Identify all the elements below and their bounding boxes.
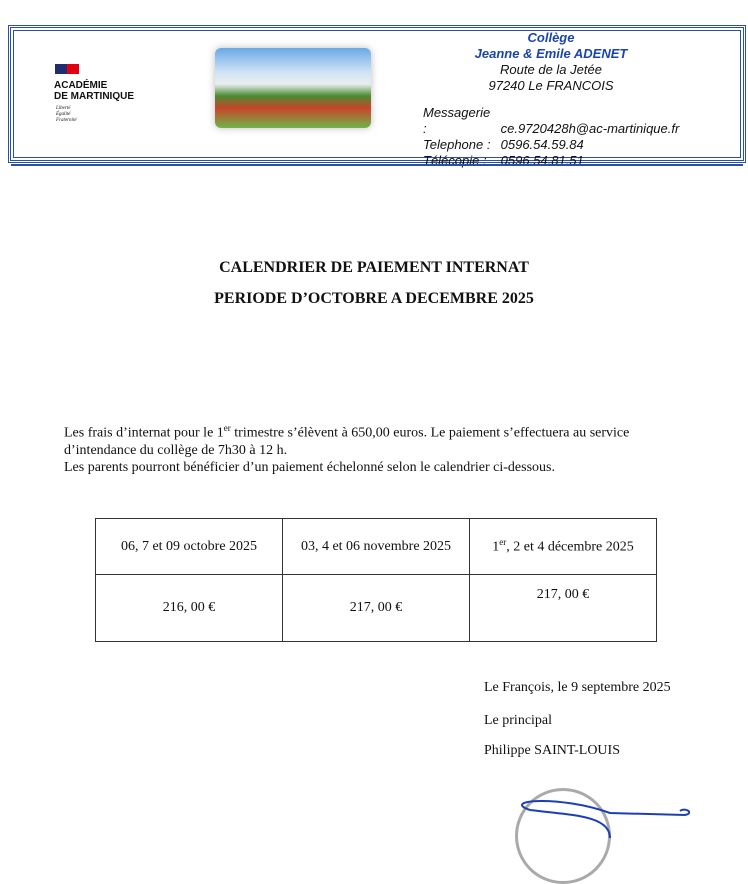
signature-scribble — [500, 795, 690, 838]
amount-cell: 217, 00 € — [283, 575, 470, 642]
college-photo — [215, 48, 371, 128]
date-cell: 06, 7 et 09 octobre 2025 — [96, 519, 283, 575]
letterhead — [8, 25, 746, 168]
payment-table — [95, 518, 657, 642]
republic-logo-icon — [55, 64, 79, 74]
subtitle: PERIODE D’OCTOBRE A DECEMBRE 2025 — [214, 290, 534, 307]
title: CALENDRIER DE PAIEMENT INTERNAT — [219, 259, 529, 276]
date-cell: 1er, 2 et 4 décembre 2025 — [470, 519, 657, 575]
amount-cell: 216, 00 € — [96, 575, 283, 642]
contact-info: Messagerie : ce.9720428h@ac-martinique.fr Telephone : 0596.54.59.84 Télécopie : 0596.54.81.51 — [423, 105, 680, 168]
signatory-name: Philippe SAINT-LOUIS — [484, 743, 620, 758]
academie-name: ACADÉMIE DE MARTINIQUE — [54, 80, 134, 102]
place-date: Le François, le 9 septembre 2025 — [484, 680, 671, 695]
body-text: Les frais d’internat pour le 1er trimestre s’élèvent à 650,00 euros. Le paiement s’effectuera au service d’intendance du collège de 7h30 à 12 h. Les parents pourront bénéficier d’un paiement échelonné selon le calendrier ci-dessous. — [64, 423, 630, 475]
date-cell: 03, 4 et 06 novembre 2025 — [283, 519, 470, 575]
signatory-role: Le principal — [484, 713, 553, 728]
amount-cell: 217, 00 € — [470, 575, 657, 642]
motto: Liberté Égalité Fraternité — [56, 106, 77, 123]
college-address: Collège Jeanne & Emile ADENET Route de la Jetée 97240 Le FRANCOIS — [474, 30, 628, 93]
